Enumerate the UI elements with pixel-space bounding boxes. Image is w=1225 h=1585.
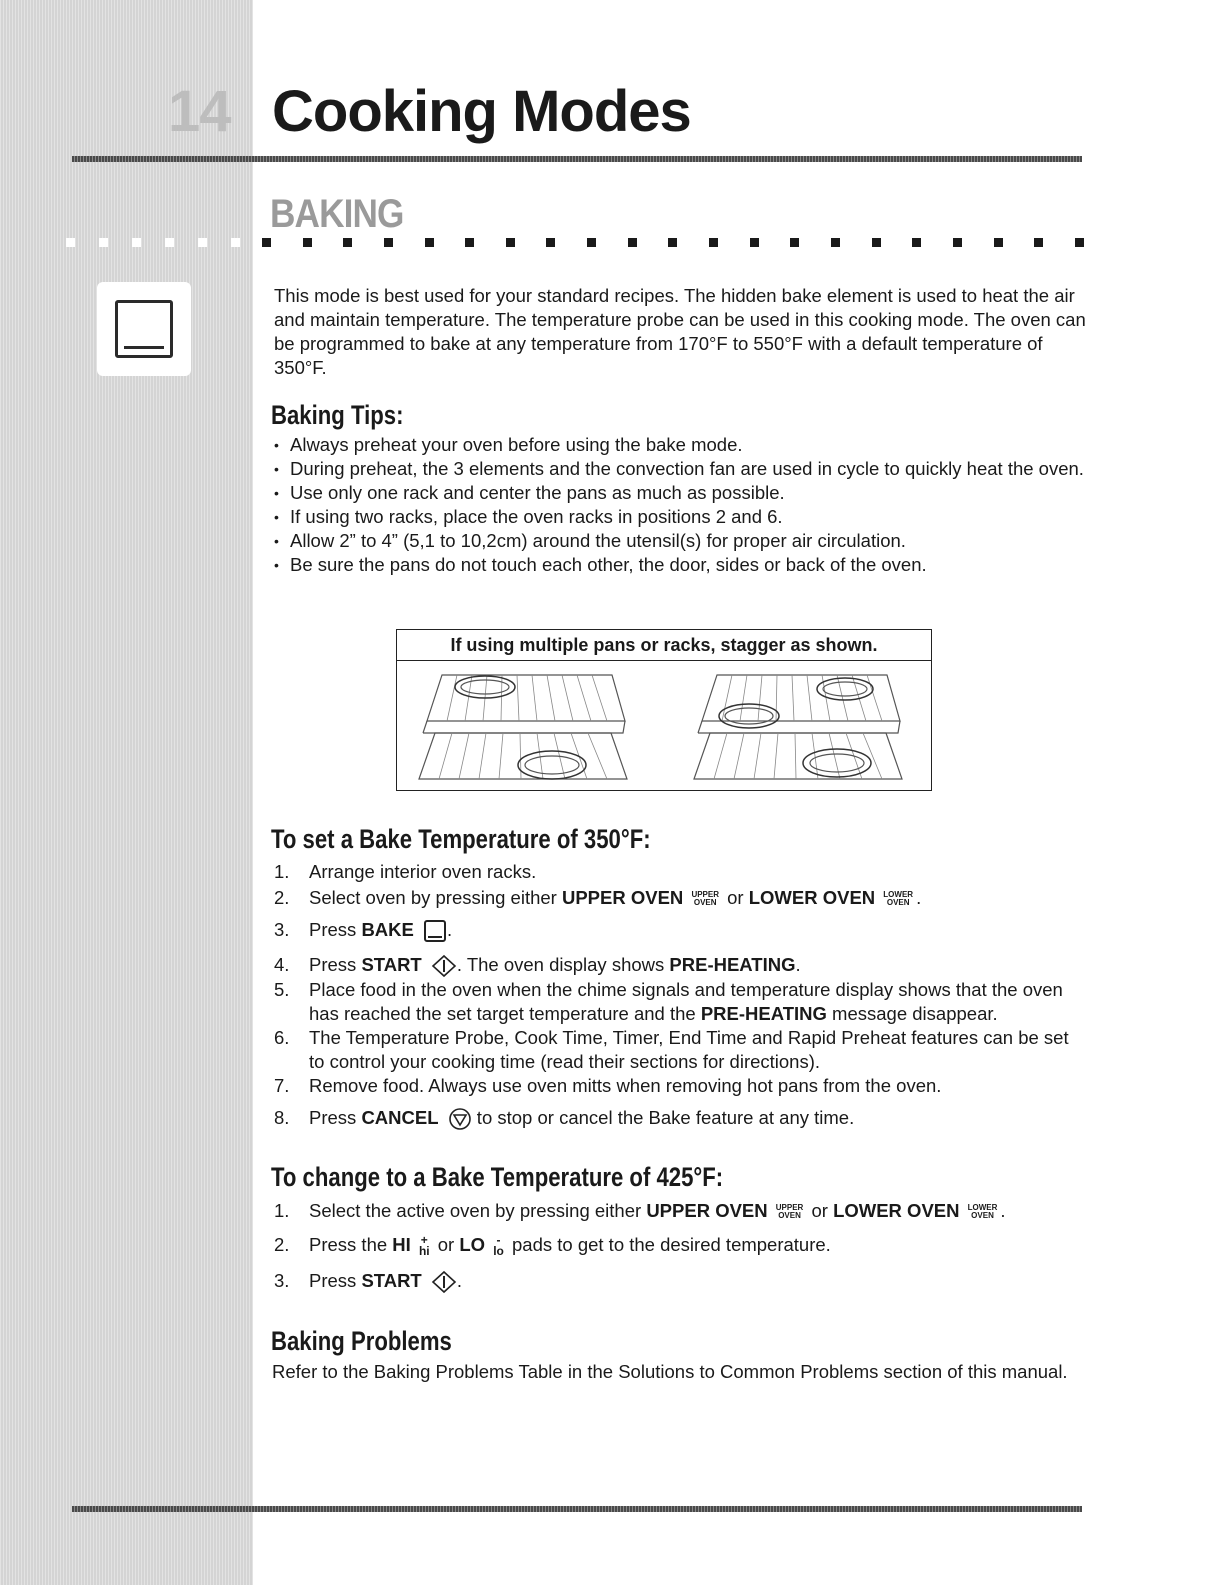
- step-text: to stop or cancel the Bake feature at any time.: [471, 1107, 855, 1129]
- step-text: .: [447, 919, 453, 940]
- step-text: Press: [309, 1270, 362, 1292]
- lower-oven-pad-bottom: OVEN: [971, 1211, 994, 1221]
- stagger-racks-icon: [397, 661, 931, 789]
- bake-key: BAKE: [361, 919, 414, 940]
- set-bake-heading: To set a Bake Temperature of 350°F:: [271, 824, 651, 854]
- tips-heading: Baking Tips:: [271, 400, 404, 430]
- preheating-label: PRE-HEATING: [700, 1003, 827, 1025]
- step-text: Select the active oven by pressing either: [309, 1200, 647, 1221]
- list-item: [274, 1074, 1089, 1098]
- step-text: Press the: [309, 1234, 393, 1255]
- tips-list-wrap: [274, 433, 1089, 577]
- upper-oven-key: UPPER OVEN: [561, 887, 684, 908]
- step-text: . The oven display shows: [456, 954, 670, 976]
- list-item: [274, 918, 1089, 943]
- step-text: Select oven by pressing either: [309, 887, 562, 908]
- set-bake-steps-wrap: [274, 860, 1089, 1131]
- list-item: • Allow 2” to 4” (5,1 to 10,2cm) around the utensil(s) for proper air circulation.: [274, 529, 1089, 553]
- upper-oven-pad-icon: [691, 891, 719, 907]
- list-item: [274, 953, 1089, 978]
- list-item: • If using two racks, place the oven racks in positions 2 and 6.: [274, 505, 1089, 529]
- chapter-title: Cooking Modes: [272, 79, 691, 144]
- step-number: 6.: [274, 1027, 290, 1049]
- step-text: .: [1000, 1200, 1006, 1221]
- lo-pad-bottom: lo: [493, 1244, 504, 1259]
- start-icon: [431, 954, 457, 978]
- stagger-figure: [396, 629, 932, 791]
- upper-oven-pad-top: UPPER: [691, 890, 719, 900]
- lower-oven-pad-icon: [968, 1204, 998, 1220]
- step-text: or: [806, 1200, 834, 1221]
- page-number: 14: [168, 79, 231, 144]
- step-text: Remove food. Always use oven mitts when removing hot pans from the oven.: [309, 1075, 942, 1097]
- step-text: or: [722, 887, 749, 908]
- bake-icon: [423, 919, 447, 943]
- upper-oven-pad-icon: [776, 1204, 804, 1220]
- change-bake-steps: [274, 1199, 1089, 1294]
- start-key: START: [361, 1270, 422, 1292]
- list-item: • Always preheat your oven before using the bake mode.: [274, 433, 1089, 457]
- hi-pad-icon: [419, 1235, 430, 1257]
- step-number: 3.: [274, 919, 290, 940]
- list-item: • During preheat, the 3 elements and the convection fan are used in cycle to quickly heat the oven.: [274, 457, 1089, 481]
- step-number: 5.: [274, 979, 290, 1001]
- step-number: 1.: [274, 1200, 290, 1221]
- step-text: Press: [309, 1107, 362, 1129]
- lower-oven-key: LOWER OVEN: [748, 887, 876, 908]
- change-bake-steps-wrap: [274, 1199, 1089, 1294]
- step-number: 2.: [274, 1234, 290, 1255]
- step-text: pads to get to the desired temperature.: [506, 1234, 831, 1255]
- list-item: • Be sure the pans do not touch each other, the door, sides or back of the oven.: [274, 553, 1089, 577]
- hi-key: HI: [392, 1234, 411, 1255]
- bake-mode-badge: [97, 282, 191, 376]
- lower-oven-pad-top: LOWER: [883, 890, 914, 900]
- step-number: 2.: [274, 887, 290, 908]
- lower-oven-pad-top: LOWER: [967, 1203, 998, 1213]
- lower-oven-key: LOWER OVEN: [833, 1200, 960, 1221]
- list-item: • Use only one rack and center the pans as much as possible.: [274, 481, 1089, 505]
- step-number: 7.: [274, 1075, 290, 1097]
- step-text: The Temperature Probe, Cook Time, Timer, End Time and Rapid Preheat features can be set to control your cooking time (read their sections for directions).: [309, 1027, 1069, 1073]
- step-text: or: [432, 1234, 460, 1255]
- dot-divider-left: [66, 238, 240, 248]
- lower-oven-pad-bottom: OVEN: [886, 898, 910, 908]
- section-intro: [274, 284, 1089, 380]
- upper-oven-pad-bottom: OVEN: [778, 1211, 801, 1221]
- tips-list: [274, 433, 1089, 577]
- start-icon: [431, 1270, 457, 1294]
- step-number: 8.: [274, 1107, 290, 1129]
- list-item: [274, 978, 1089, 1026]
- problems-heading: Baking Problems: [271, 1326, 452, 1356]
- list-item: [274, 1106, 1089, 1131]
- problems-text: Refer to the Baking Problems Table in the Solutions to Common Problems section of this manual.: [272, 1361, 1068, 1382]
- upper-oven-pad-bottom: OVEN: [693, 898, 717, 908]
- cancel-key: CANCEL: [361, 1107, 439, 1129]
- preheating-label: PRE-HEATING: [669, 954, 796, 976]
- hi-pad-top: +: [420, 1233, 428, 1248]
- step-number: 4.: [274, 954, 290, 976]
- hi-pad-bottom: hi: [418, 1244, 430, 1259]
- list-item: [274, 1269, 1089, 1294]
- dot-divider: [262, 238, 1084, 248]
- change-bake-heading: To change to a Bake Temperature of 425°F:: [271, 1162, 724, 1192]
- figure-caption: If using multiple pans or racks, stagger as shown.: [397, 630, 931, 661]
- step-text: Arrange interior oven racks.: [309, 861, 537, 882]
- header-rule: [72, 156, 1082, 162]
- step-text: .: [456, 1270, 463, 1292]
- upper-oven-pad-top: UPPER: [775, 1203, 804, 1213]
- cancel-icon: [448, 1107, 472, 1131]
- section-title: BAKING: [270, 192, 404, 236]
- step-text: .: [916, 887, 922, 908]
- step-text: Press: [309, 919, 362, 940]
- list-item: [274, 886, 1089, 910]
- lo-pad-icon: [493, 1235, 504, 1257]
- start-key: START: [361, 954, 422, 976]
- step-number: 1.: [274, 861, 290, 882]
- list-item: [274, 1199, 1089, 1223]
- upper-oven-key: UPPER OVEN: [646, 1200, 768, 1221]
- list-item: [274, 1026, 1089, 1074]
- list-item: [274, 1233, 1089, 1257]
- lower-oven-pad-icon: [883, 891, 913, 907]
- step-text: message disappear.: [826, 1003, 998, 1025]
- intro-text: This mode is best used for your standard recipes. The hidden bake element is used to heat the air and maintain temperature. The temperature probe can be used in this cooking mode. The oven can be programmed to bake at any temperature from 170°F to 550°F with a default temperature of 350°F.: [274, 285, 1086, 378]
- lo-key: LO: [459, 1234, 486, 1255]
- step-number: 3.: [274, 1270, 290, 1292]
- problems-body: [272, 1360, 1087, 1384]
- bake-icon: [115, 300, 173, 358]
- step-text: .: [795, 954, 801, 976]
- lo-pad-top: -: [496, 1233, 501, 1248]
- list-item: [274, 860, 1089, 884]
- step-text: Place food in the oven when the chime signals and temperature display shows that the oven has reached the set target temperature and the: [309, 979, 1063, 1025]
- set-bake-steps: [274, 860, 1089, 1131]
- step-text: Press: [309, 954, 362, 976]
- footer-rule: [72, 1506, 1082, 1512]
